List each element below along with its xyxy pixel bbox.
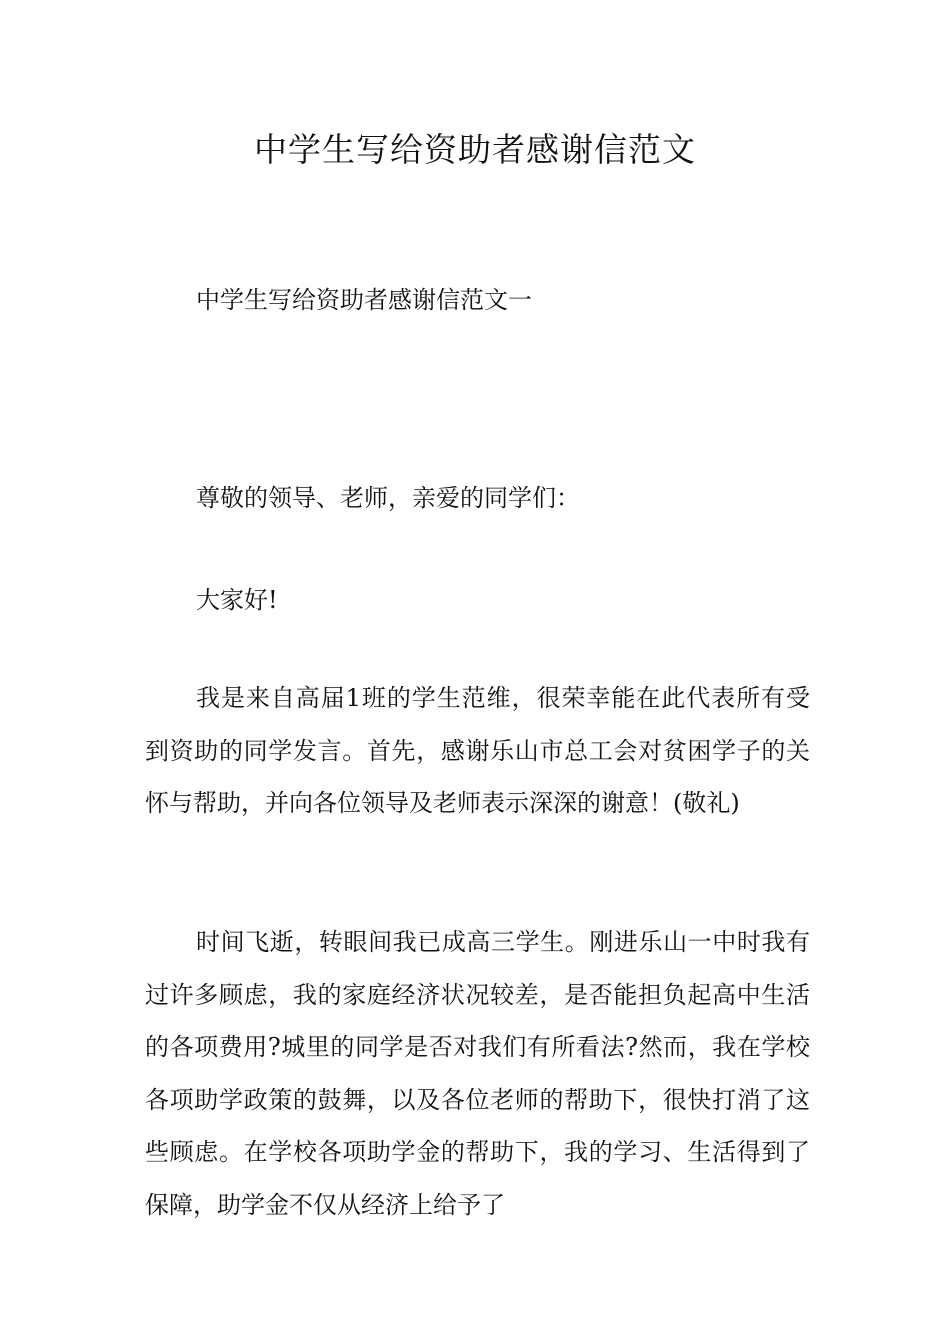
document-subtitle: 中学生写给资助者感谢信范文一: [196, 286, 532, 314]
paragraph-1: 我是来自高届1班的学生范维，很荣幸能在此代表所有受到资助的同学发言。首先，感谢乐山市总工会对贫困学子的关怀与帮助，并向各位领导及老师表示深深的谢意！(敬礼): [145, 684, 810, 818]
paragraph-2: 时间飞逝，转眼间我已成高三学生。刚进乐山一中时我有过许多顾虑，我的家庭经济状况较差，是否能担负起高中生活的各项费用?城里的同学是否对我们有所看法?然而，我在学校各项助学政策的鼓舞，以及各位老师的帮助下，很快打消了这些顾虑。在学校各项助学金的帮助下，我的学习、生活得到了保障，助学金不仅从经济上给予了: [145, 928, 810, 1219]
greeting: 大家好!: [196, 586, 278, 614]
salutation: 尊敬的领导、老师，亲爱的同学们：: [196, 484, 580, 512]
document-title: 中学生写给资助者感谢信范文: [254, 130, 696, 169]
